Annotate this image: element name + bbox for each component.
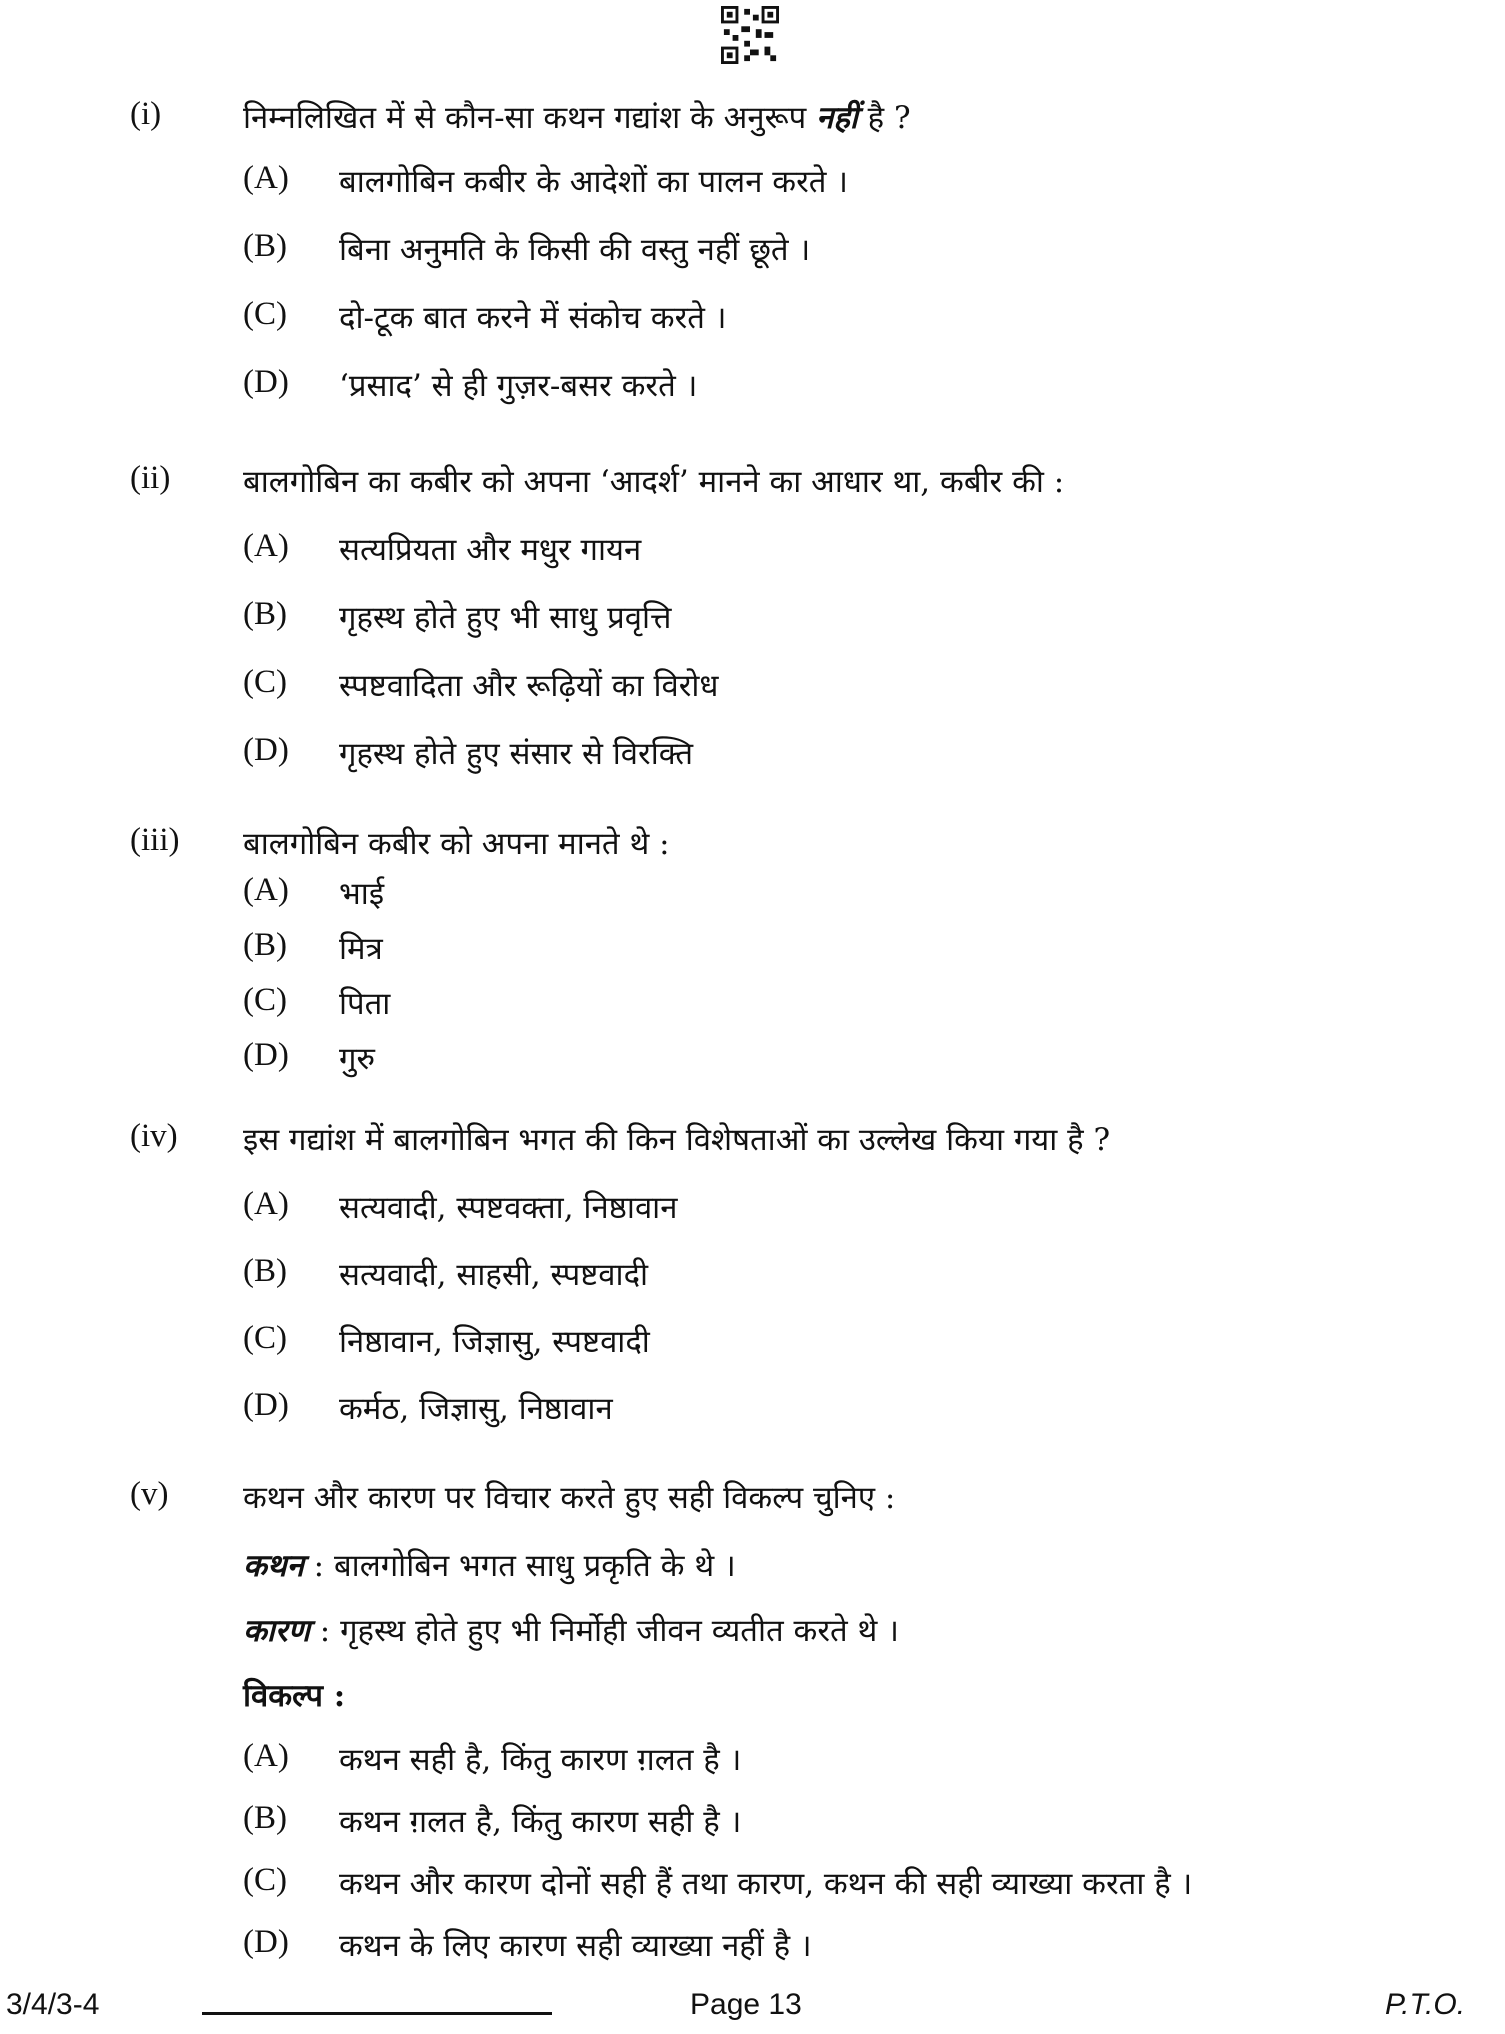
option-label: (D) [243,1387,289,1423]
option-text: सत्यवादी, साहसी, स्पष्टवादी [339,1257,649,1293]
question-number: (iii) [130,822,180,858]
stem-text: निम्नलिखित में से कौन-सा कथन गद्यांश के अनुरूप [243,100,817,136]
option-label: (A) [243,528,289,564]
reason-line [243,1609,899,1651]
option-text: निष्ठावान, जिज्ञासु, स्पष्टवादी [339,1324,650,1360]
qr-code-icon [720,6,780,64]
question-stem: इस गद्यांश में बालगोबिन भगत की किन विशेषताओं का उल्लेख किया गया है ? [243,1122,1111,1158]
option-text: बिना अनुमति के किसी की वस्तु नहीं छूते । [339,232,811,268]
page-number: Page 13 [690,1988,802,2021]
question-stem: बालगोबिन कबीर को अपना मानते थे : [243,826,670,862]
assertion-text: : बालगोबिन भगत साधु प्रकृति के थे । [303,1548,736,1584]
assertion-line [243,1544,736,1586]
option-text: कथन ग़लत है, किंतु कारण सही है । [339,1804,742,1840]
option-label: (B) [243,596,287,632]
option-label: (C) [243,296,287,332]
reason-label: कारण [243,1613,310,1649]
reason-text: : गृहस्थ होते हुए भी निर्मोही जीवन व्यतीत करते थे । [309,1613,899,1649]
footer-divider [202,2012,552,2015]
option-label: (C) [243,1320,287,1356]
question-stem [243,96,911,138]
option-label: (A) [243,872,289,908]
option-text: ‘प्रसाद’ से ही गुज़र-बसर करते । [339,368,698,404]
question-stem: कथन और कारण पर विचार करते हुए सही विकल्प चुनिए : [243,1480,896,1516]
option-text: पिता [339,986,391,1022]
option-text: कथन सही है, किंतु कारण ग़लत है । [339,1742,742,1778]
option-label: (D) [243,1037,289,1073]
option-label: (B) [243,228,287,264]
question-number: (ii) [130,460,171,496]
question-number: (iv) [130,1118,178,1154]
option-text: गृहस्थ होते हुए संसार से विरक्ति [339,736,694,772]
option-label: (B) [243,1800,287,1836]
option-label: (C) [243,664,287,700]
question-stem: बालगोबिन का कबीर को अपना ‘आदर्श’ मानने का आधार था, कबीर की : [243,464,1065,500]
option-text: कर्मठ, जिज्ञासु, निष्ठावान [339,1391,613,1427]
option-label: (A) [243,1186,289,1222]
option-label: (D) [243,732,289,768]
option-text: स्पष्टवादिता और रूढ़ियों का विरोध [339,668,719,704]
option-text: सत्यवादी, स्पष्टवक्ता, निष्ठावान [339,1190,678,1226]
option-text: बालगोबिन कबीर के आदेशों का पालन करते । [339,164,849,200]
options-heading: विकल्प : [243,1678,346,1714]
assertion-label: कथन [243,1548,304,1584]
option-text: गृहस्थ होते हुए भी साधु प्रवृत्ति [339,600,672,636]
option-label: (B) [243,1253,287,1289]
option-label: (A) [243,1738,289,1774]
option-text: गुरु [339,1041,375,1077]
option-text: दो-टूक बात करने में संकोच करते । [339,300,727,336]
option-label: (D) [243,364,289,400]
paper-code: 3/4/3-4 [6,1988,100,2021]
option-text: कथन के लिए कारण सही व्याख्या नहीं है । [339,1928,812,1964]
option-label: (A) [243,160,289,196]
stem-emphasis: नहीं [816,100,858,136]
stem-text-end: है ? [857,100,911,136]
option-label: (C) [243,1862,287,1898]
option-text: भाई [339,876,385,912]
pto-label: P.T.O. [1385,1988,1466,2021]
option-text: सत्यप्रियता और मधुर गायन [339,532,642,568]
option-label: (D) [243,1924,289,1960]
option-label: (B) [243,927,287,963]
question-number: (v) [130,1476,169,1512]
option-text: कथन और कारण दोनों सही हैं तथा कारण, कथन की सही व्याख्या करता है । [339,1866,1193,1902]
option-label: (C) [243,982,287,1018]
question-number: (i) [130,96,162,132]
option-text: मित्र [339,931,383,967]
